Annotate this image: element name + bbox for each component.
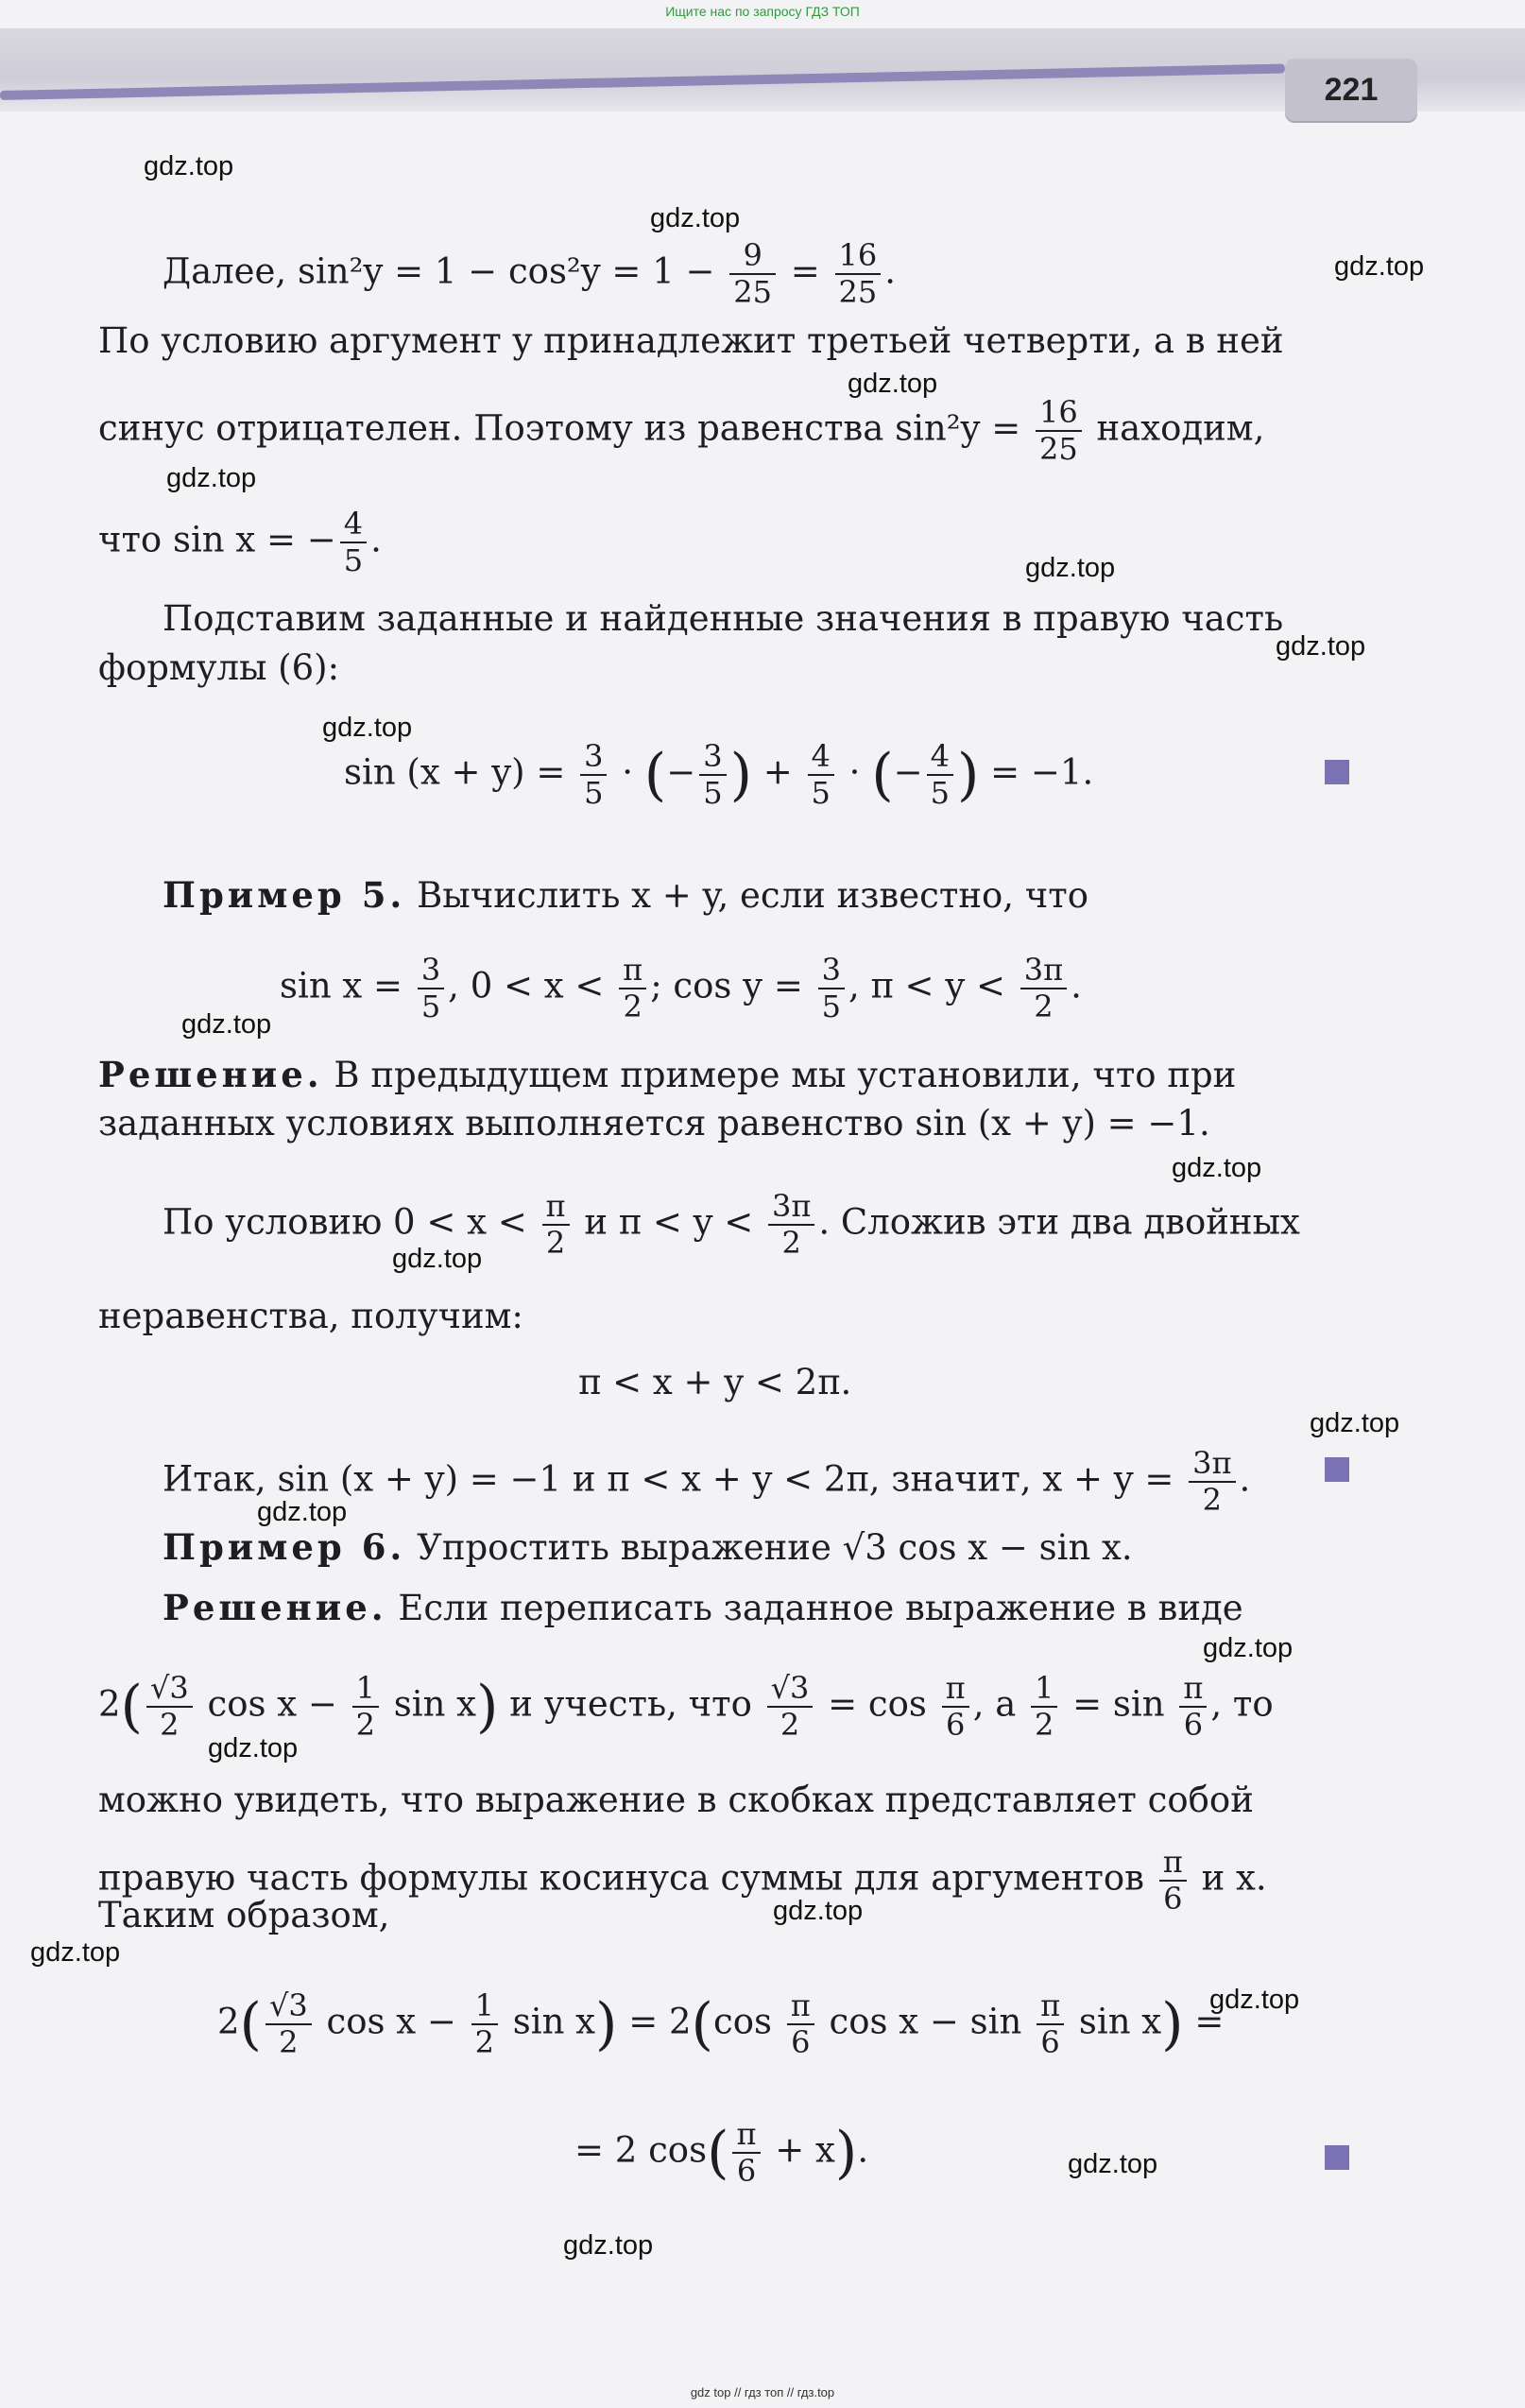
text-line: что sin x = − $\frac{4}{5}$ . xyxy=(98,506,382,578)
watermark: gdz.top xyxy=(144,151,234,181)
watermark: gdz.top xyxy=(1025,553,1116,583)
fraction: $\frac{3\pi}{2}$ xyxy=(768,1189,814,1261)
watermark: gdz.top xyxy=(166,463,257,493)
example-6-heading: Пример 6. Упростить выражение √3 cos x − sin x. xyxy=(163,1526,1133,1568)
watermark: gdz.top xyxy=(181,1009,272,1040)
watermark: gdz.top xyxy=(1203,1633,1294,1663)
end-marker xyxy=(1325,1457,1349,1482)
watermark: gdz.top xyxy=(1209,1985,1300,2015)
text-line: можно увидеть, что выражение в скобках представляет собой xyxy=(98,1780,1254,1820)
text-line: Итак, sin (x + y) = −1 и π < x + y < 2π, значит, x + y = $\frac{3\pi}{2}$ . xyxy=(163,1445,1251,1518)
fraction: $\frac{16}{25}$ xyxy=(1036,395,1082,467)
end-marker xyxy=(1325,2145,1349,2170)
fraction: $\frac{9}{25}$ xyxy=(729,238,776,310)
formula-result: = 2 cos( $\frac{\pi}{6}$ + x). xyxy=(574,2116,869,2189)
formula-conditions: sin x = $\frac{3}{5}$ , 0 < x < $\frac{\pi}{2}$ ; cos y = $\frac{3}{5}$ , π < y < $\frac{3\pi}{2}$ . xyxy=(280,952,1082,1024)
watermark: gdz.top xyxy=(392,1244,483,1274)
top-note: Ищите нас по запросу ГДЗ ТОП xyxy=(665,4,860,19)
fraction: $\frac{16}{25}$ xyxy=(835,238,882,310)
fraction: $\frac{\pi}{2}$ xyxy=(542,1189,570,1261)
watermark: gdz.top xyxy=(1172,1153,1262,1183)
watermark: gdz.top xyxy=(1334,251,1425,282)
watermark: gdz.top xyxy=(30,1937,121,1968)
fraction: $\frac{3}{5}$ xyxy=(818,953,845,1024)
text-line: Таким образом, xyxy=(98,1895,390,1935)
watermark: gdz.top xyxy=(1276,631,1366,662)
page-number: 221 xyxy=(1285,59,1417,121)
text-line: заданных условиях выполняется равенство sin (x + y) = −1. xyxy=(98,1103,1210,1144)
watermark: gdz.top xyxy=(773,1896,864,1926)
watermark: gdz.top xyxy=(563,2230,654,2261)
fraction: $\frac{√3}{2}$ xyxy=(767,1671,814,1743)
fraction: $\frac{\pi}{6}$ xyxy=(1037,1988,1064,2060)
text-line: неравенства, получим: xyxy=(98,1296,523,1336)
watermark: gdz.top xyxy=(650,203,741,233)
solution-1-line: Решение. В предыдущем примере мы установили, что при xyxy=(98,1054,1237,1095)
watermark: gdz.top xyxy=(848,369,938,399)
fraction: $\frac{1}{2}$ xyxy=(1031,1671,1057,1743)
fraction: $\frac{\pi}{6}$ xyxy=(1159,1845,1187,1917)
watermark: gdz.top xyxy=(1068,2149,1158,2179)
fraction: $\frac{√3}{2}$ xyxy=(146,1671,193,1743)
fraction: $\frac{\pi}{6}$ xyxy=(787,1988,814,2060)
end-marker xyxy=(1325,760,1349,784)
fraction: $\frac{\pi}{6}$ xyxy=(1179,1671,1207,1743)
text-line: По условию 0 < x < $\frac{\pi}{2}$ и π < y < $\frac{3\pi}{2}$ . Сложив эти два двойных xyxy=(163,1188,1300,1261)
text-line: синус отрицателен. Поэтому из равенства sin²y = $\frac{16}{25}$ находим, xyxy=(98,394,1265,467)
fraction: $\frac{3}{5}$ xyxy=(699,739,726,811)
watermark: gdz.top xyxy=(1310,1408,1400,1438)
formula-sum: sin (x + y) = $\frac{3}{5}$ · (− $\frac{3}{5}$ ) + $\frac{4}{5}$ · (− $\frac{4}{5}$ ) = −1. xyxy=(344,738,1094,811)
fraction: $\frac{3}{5}$ xyxy=(580,739,607,811)
formula-transform: 2( $\frac{√3}{2}$ cos x − $\frac{1}{2}$ sin x) = 2(cos $\frac{\pi}{6}$ cos x − sin $\frac{\pi}{6}$ sin x) = xyxy=(217,1987,1225,2060)
watermark: gdz.top xyxy=(208,1733,299,1763)
fraction: $\frac{4}{5}$ xyxy=(340,507,367,578)
fraction: $\frac{1}{2}$ xyxy=(471,1988,498,2060)
watermark: gdz.top xyxy=(257,1497,348,1527)
bottom-note: gdz top // гдз топ // гдз.top xyxy=(690,2385,835,2399)
fraction: $\frac{\pi}{6}$ xyxy=(942,1671,969,1743)
fraction: $\frac{\pi}{6}$ xyxy=(732,2117,760,2189)
fraction: $\frac{\pi}{2}$ xyxy=(619,953,646,1024)
fraction: $\frac{3}{5}$ xyxy=(418,953,444,1024)
fraction: $\frac{1}{2}$ xyxy=(352,1671,379,1743)
fraction: $\frac{3\pi}{2}$ xyxy=(1020,953,1067,1024)
text-line: формулы (6): xyxy=(98,647,340,688)
fraction: $\frac{√3}{2}$ xyxy=(266,1988,312,2060)
fraction: $\frac{4}{5}$ xyxy=(927,739,953,811)
line-dalee: Далее, sin²y = 1 − cos²y = 1 − $\frac{9}{25}$ = $\frac{16}{25}$ . xyxy=(163,237,897,310)
example-5-heading: Пример 5. Вычислить x + y, если известно, что xyxy=(163,874,1088,916)
formula-rewrite: 2( $\frac{√3}{2}$ cos x − $\frac{1}{2}$ sin x) и учесть, что $\frac{√3}{2}$ = cos $\frac{\pi}{6}$ , а $\frac{1}{2}$ = sin $\frac{\pi}{6}$ , то xyxy=(98,1670,1274,1743)
text-line: Подставим заданные и найденные значения в правую часть xyxy=(163,598,1284,639)
formula-inequality: π < x + y < 2π. xyxy=(578,1362,852,1402)
text-line: правую часть формулы косинуса суммы для аргументов $\frac{\pi}{6}$ и x. xyxy=(98,1844,1267,1917)
text-line: По условию аргумент y принадлежит третьей четверти, а в ней xyxy=(98,320,1284,361)
fraction: $\frac{4}{5}$ xyxy=(808,739,834,811)
watermark: gdz.top xyxy=(322,713,413,743)
solution-2-line: Решение. Если переписать заданное выражение в виде xyxy=(163,1587,1243,1628)
fraction: $\frac{3\pi}{2}$ xyxy=(1189,1446,1235,1518)
